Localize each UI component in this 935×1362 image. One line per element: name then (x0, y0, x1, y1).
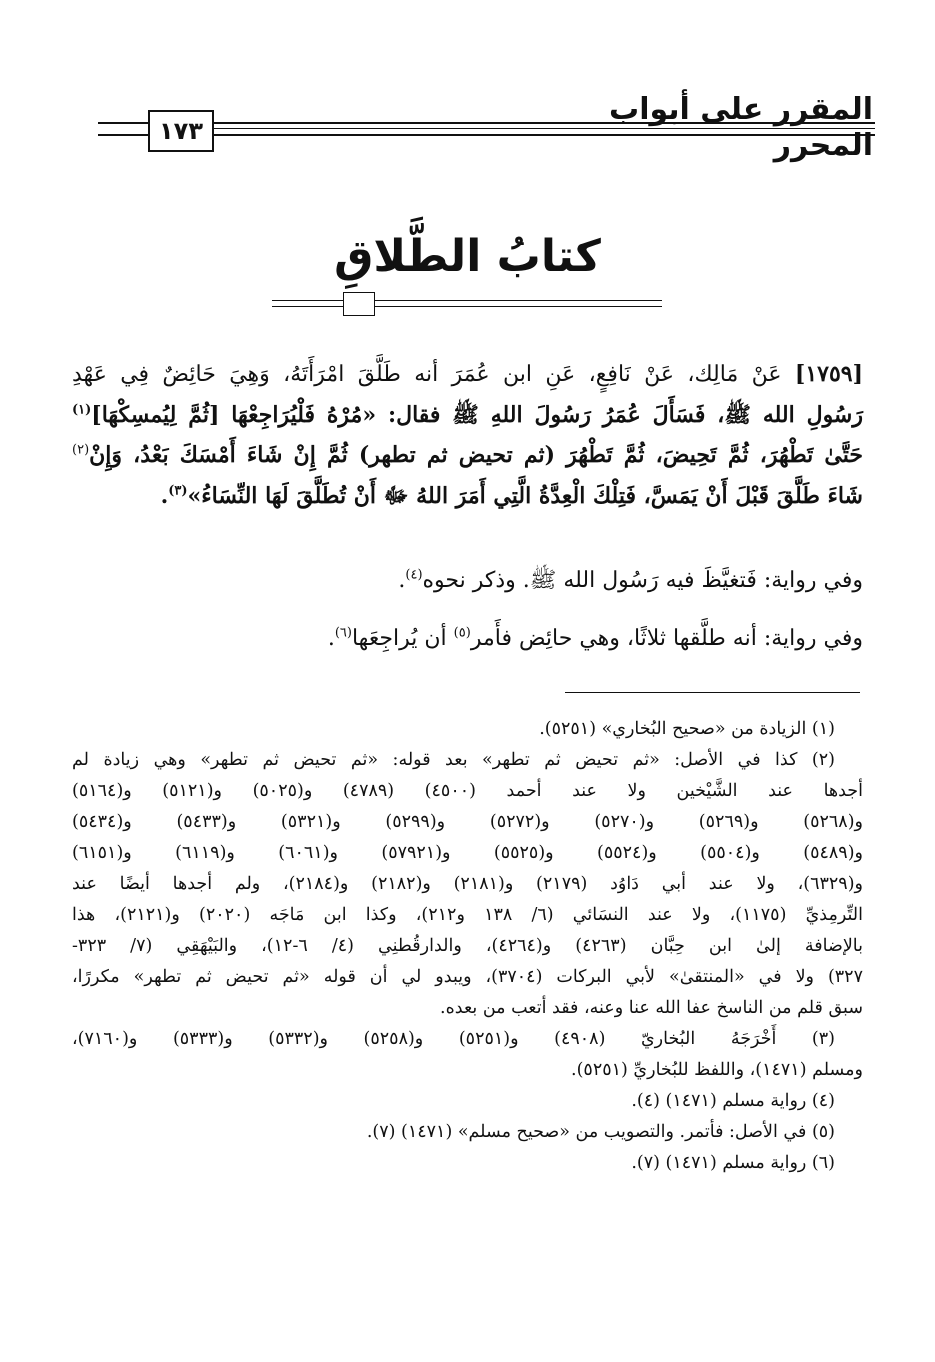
footnote-2-line: و(٥٤٨٩) و(٥٥٠٤) و(٥٥٢٤) و(٥٥٢٥) و(٥٧٩٢١) و(٦٠٦١) و(٦١١٩) و(٦١٥١) (72, 843, 863, 863)
narration-1: وفي رواية: فَتغيَّظَ فيه رَسُول الله ﷺ. وذكر نحوه$^{(٤)}$. (398, 567, 863, 593)
hadith-number: [١٧٥٩] (794, 361, 863, 387)
footnote-2-line: سبق قلم من الناسخ عفا الله عنا وعنه، فقد أتعب من بعده. (440, 998, 863, 1018)
footnote-ref-3[interactable]: (٣) (168, 483, 188, 499)
footnote-separator (565, 692, 860, 693)
footnote-ref-6[interactable]: (٦) (334, 625, 352, 641)
footnote-6: (٦) رواية مسلم (١٤٧١) (٧). (631, 1153, 835, 1173)
footnote-2-line: بالإضافة إلىٰ ابن حِبَّان (٤٢٦٣) و(٤٢٦٤)، والدارقُطنِي (٤/ ٦-١٢)، والبَيْهَقِي (٧/ ٣٢٣- (72, 936, 864, 956)
footnote-ref-4[interactable]: (٤) (405, 567, 423, 583)
footnote-5: (٥) في الأصل: فأتمر. والتصويب من «صحيح مسلم» (١٤٧١) (٧). (366, 1122, 835, 1142)
header-rule-bottom (98, 134, 875, 136)
narration-2: وفي رواية: أنه طلَّقها ثلاثًا، وهي حائِض فأَمر$^{(٥)}$ أن يُراجِعَها$^{(٦)}$. (327, 625, 863, 651)
footnote-ref-5[interactable]: (٥) (453, 625, 471, 641)
footnotes (72, 714, 863, 1179)
title-ornament-box (343, 292, 375, 316)
footnote-2-line: التِّرمِذيِّ (١١٧٥)، ولا عند النسَائي (٦/ ١٣٨ و٢١٢)، وكذا ابن مَاجَه (٢٠٢٠) و(٢١٢١)، هذا (72, 905, 863, 925)
header-rule-top (98, 122, 875, 124)
title-ornament-line-top (272, 300, 662, 301)
hadith-line-1: [١٧٥٩] عَنْ مَالِك، عَنْ نَافِعٍ، عَنِ ابن عُمَرَ أنه طَلَّقَ امْرَأَتَهُ، وَهِيَ حَائِضٌ فِي عَهْدِ (72, 361, 863, 387)
hadith-line-2: رَسُولِ الله ﷺ، فَسَأَلَ عُمَرُ رَسُولَ اللهِ ﷺ فقال: «مُرْهُ فَلْيُرَاجِعْهَا [ثُمَّ لِيُمسِكْهَا]$^{(١)}$ (72, 402, 863, 428)
footnote-3-line: (٣) أَخْرَجَهُ البُخاريّ (٤٩٠٨) و(٥٢٥١) و(٥٢٥٨) و(٥٣٣٢) و(٥٣٣٣) و(٧١٦٠)، (72, 1029, 835, 1049)
footnote-2-line: أجدها عند الشَّيْخين ولا عند أحمد (٤٥٠٠) (٤٧٨٩) و(٥٠٢٥) و(٥١٢١) و(٥١٦٤) (72, 781, 863, 801)
footnote-ref-1[interactable]: (١) (72, 402, 92, 418)
title-ornament-line-bottom (272, 306, 662, 307)
header-rule-middle (210, 128, 875, 129)
footnote-3-line: ومسلم (١٤٧١)، واللفظ للبُخاريِّ (٥٢٥١). (571, 1060, 863, 1080)
hadith-line-4: شَاءَ طَلَّقَ قَبْلَ أَنْ يَمَسَّ، فَتِلْكَ الْعِدَّةُ الَّتِي أَمَرَ اللهُ ﷻ أَنْ تُطَلَّقَ لَهَا النِّسَاءُ»$^{(٣)}$. (160, 483, 863, 509)
footnote-2-line: (٢) كذا في الأصل: «ثم تحيض ثم تطهر» بعد قوله: «ثم تحيض ثم تطهر» وهي زيادة لم (72, 750, 835, 770)
hadith-line-3: حَتَّىٰ تَطْهُرَ، ثُمَّ تَحِيضَ، ثُمَّ تَطْهُرَ (ثم تحيض ثم تطهر) ثُمَّ إِنْ شَاءَ أَمْسَكَ بَعْدُ، وَإِنْ$^{(٢)}$ (72, 442, 863, 468)
footnote-ref-2[interactable]: (٢) (72, 442, 90, 458)
chapter-title: كتابُ الطَّلاقِ (334, 231, 601, 282)
footnote-4: (٤) رواية مسلم (١٤٧١) (٤). (631, 1091, 835, 1111)
running-header-title: المقرر على أبواب المحرر (609, 92, 873, 163)
hadith-text (72, 354, 863, 516)
footnote-2-line: ٣٢٧) ولا في «المنتقىٰ» لأبي البركات (٣٧٠٤)، ويبدو لي أن قوله «ثم تحيض ثم تطهر» مكررًا، (72, 967, 863, 987)
footnote-1: (١) الزيادة من «صحيح البُخاري» (٥٢٥١). (539, 719, 835, 739)
footnote-2-line: و(٥٢٦٨) و(٥٢٦٩) و(٥٢٧٠) و(٥٢٧٢) و(٥٢٩٩) و(٥٣٢١) و(٥٤٣٣) و(٥٤٣٤) (72, 812, 863, 832)
page-number: ١٧٣ (148, 110, 214, 152)
footnote-2-line: و(٦٣٢٩)، ولا عند أبي دَاوُد (٢١٧٩) و(٢١٨١) و(٢١٨٢) و(٢١٨٤)، ولم أجدها أيضًا عند (72, 874, 863, 894)
